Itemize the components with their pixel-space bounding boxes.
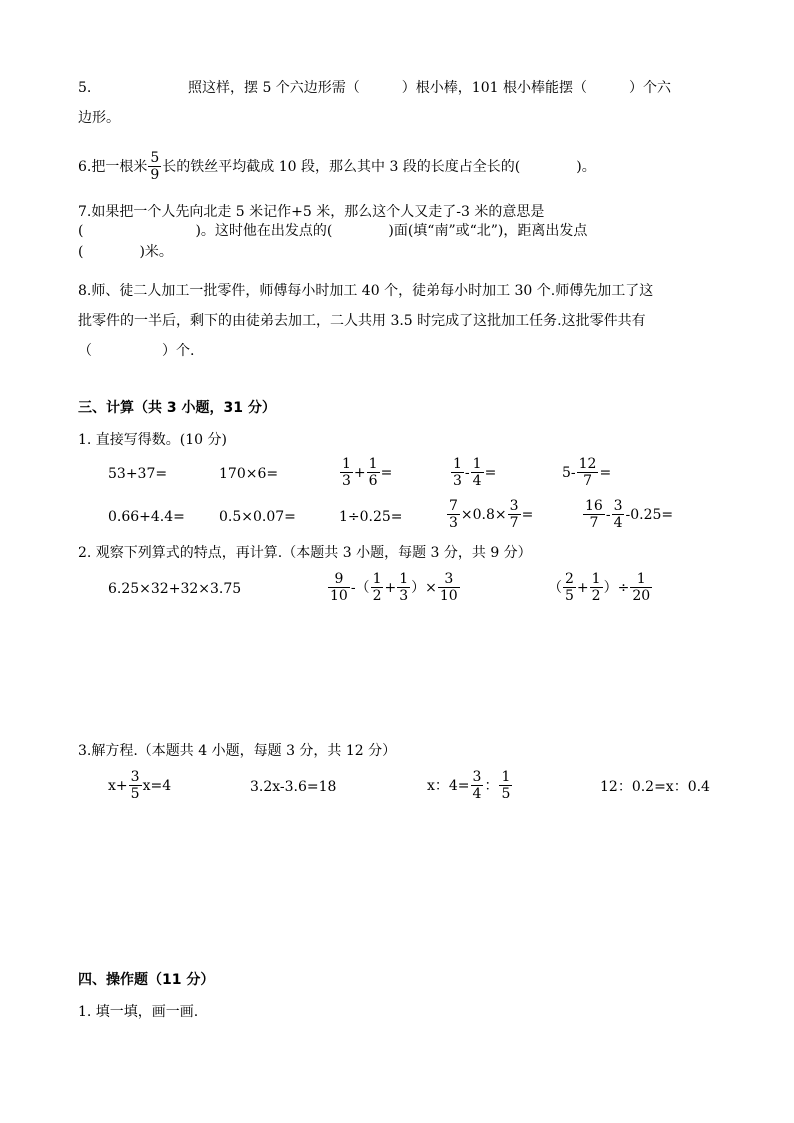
q5-number: 5. (78, 80, 92, 96)
operator: - (464, 464, 470, 481)
denominator: 5 (565, 588, 574, 604)
operator: ）× (411, 579, 437, 596)
numerator: 1 (368, 456, 378, 472)
prefix: x：4= (427, 777, 470, 794)
q6-frac-numerator: 5 (150, 150, 160, 166)
q8-line1: 8.师、徒二人加工一批零件，师傅每小时加工 40 个，徒弟每小时加工 30 个.师傅先加工了这 (78, 283, 654, 299)
calc-0.5-times-0.07: 0.5×0.07= (219, 509, 296, 525)
equals: = (484, 464, 497, 481)
denominator: 4 (472, 473, 482, 489)
denominator: 3 (449, 515, 458, 531)
numerator: 16 (585, 498, 603, 514)
q6-suffix: 长的铁丝平均截成 10 段，那么其中 3 段的长度占全长的( )。 (162, 158, 596, 175)
denominator: 10 (439, 588, 458, 604)
expr-fraction-subtract-times (327, 571, 461, 604)
calc-7-thirds-product (446, 498, 533, 531)
suffix: x=4 (142, 777, 172, 794)
denominator: 4 (472, 786, 482, 802)
denominator: 5 (130, 786, 140, 802)
numerator: 3 (613, 498, 623, 514)
operator: + (576, 579, 589, 596)
denominator: 2 (591, 588, 601, 604)
equation-ratio-decimal: 12：0.2=x：0.4 (600, 779, 710, 795)
equation-x-plus-three-fifths (108, 769, 171, 802)
numerator: 1 (472, 456, 482, 472)
q6-line (78, 150, 596, 183)
equals: = (599, 464, 612, 481)
numerator: 1 (372, 571, 382, 587)
operator: -（ (350, 579, 370, 596)
denominator: 2 (372, 588, 382, 604)
denominator: 4 (613, 515, 623, 531)
q8-line3: （ ）个. (78, 343, 195, 359)
numerator: 3 (438, 571, 460, 588)
denominator: 7 (583, 473, 593, 489)
middle: ×0.8× (460, 506, 507, 523)
calc-5-minus-12-sevenths (562, 456, 611, 489)
numerator: 3 (472, 769, 482, 785)
q7-line1: 7.如果把一个人先向北走 5 米记作+5 米，那么这个人又走了-3 米的意思是 (78, 204, 545, 220)
numerator: 1 (342, 456, 351, 472)
numerator: 1 (591, 571, 601, 587)
sec3-part3-heading: 3.解方程.（本题共 4 小题，每题 3 分，共 12 分） (78, 743, 397, 759)
denominator: 3 (453, 473, 462, 489)
calc-1-div-0.25: 1÷0.25= (339, 509, 403, 525)
sec3-part1-heading: 1. 直接写得数。(10 分) (78, 432, 227, 448)
q6-frac-denominator: 9 (150, 167, 160, 183)
calc-third-minus-quarter (450, 456, 496, 489)
numerator: 1 (630, 571, 652, 588)
q5-text: 照这样，摆 5 个六边形需（ ）根小棒，101 根小棒能摆（ ）个六 (188, 80, 671, 96)
denominator: 5 (501, 786, 511, 802)
numerator: 3 (130, 769, 140, 785)
colon: ： (484, 777, 499, 794)
prefix: x+ (108, 777, 128, 794)
operator: - (605, 506, 611, 523)
operator: + (384, 579, 397, 596)
denominator: 10 (330, 588, 348, 604)
q6-prefix: 6.把一根米 (78, 158, 148, 175)
calc-third-plus-sixth (339, 456, 392, 489)
sec4-part1-heading: 1. 填一填，画一画. (78, 1004, 199, 1020)
denominator: 7 (509, 515, 519, 531)
numerator: 1 (453, 456, 462, 472)
operator: + (353, 464, 366, 481)
numerator: 2 (565, 571, 574, 587)
q7-line3: ( )米。 (78, 244, 173, 260)
suffix: -0.25= (625, 506, 674, 523)
calc-16-sevenths-expression (582, 498, 673, 531)
numerator: 3 (509, 498, 519, 514)
denominator: 6 (368, 473, 378, 489)
section4-title: 四、操作题（11 分） (78, 972, 215, 988)
equation-ratio-fraction (427, 769, 513, 802)
denominator: 7 (589, 515, 599, 531)
section3-title: 三、计算（共 3 小题，31 分） (78, 400, 276, 416)
q5-continuation: 边形。 (78, 110, 120, 126)
calc-170-times-6: 170×6= (219, 466, 279, 482)
q8-line2: 批零件的一半后，剩下的由徒弟去加工，二人共用 3.5 时完成了这批加工任务.这批零件共有 (78, 313, 646, 329)
q6-fraction (148, 150, 161, 183)
numerator: 7 (449, 498, 458, 514)
denominator: 20 (632, 588, 651, 604)
sec3-part2-heading: 2. 观察下列算式的特点，再计算.（本题共 3 小题，每题 3 分，共 9 分） (78, 545, 532, 561)
numerator: 9 (328, 571, 350, 588)
equals: = (521, 506, 534, 523)
equation-linear: 3.2x-3.6=18 (250, 779, 337, 795)
operator: ）÷ (603, 579, 630, 596)
denominator: 3 (399, 588, 409, 604)
numerator: 12 (578, 456, 597, 472)
denominator: 3 (342, 473, 351, 489)
expr-fraction-sum-divide (548, 571, 653, 604)
calc-0.66-plus-4.4: 0.66+4.4= (108, 509, 185, 525)
calc-53-plus-37: 53+37= (108, 466, 168, 482)
equals: = (380, 464, 393, 481)
operator: （ (548, 579, 562, 596)
numerator: 1 (501, 769, 511, 785)
numerator: 1 (399, 571, 409, 587)
expr-distributive: 6.25×32+32×3.75 (108, 581, 242, 597)
prefix: 5- (562, 464, 576, 481)
q7-line2: ( )。这时他在出发点的( )面(填“南”或“北”)，距离出发点 (78, 223, 588, 239)
